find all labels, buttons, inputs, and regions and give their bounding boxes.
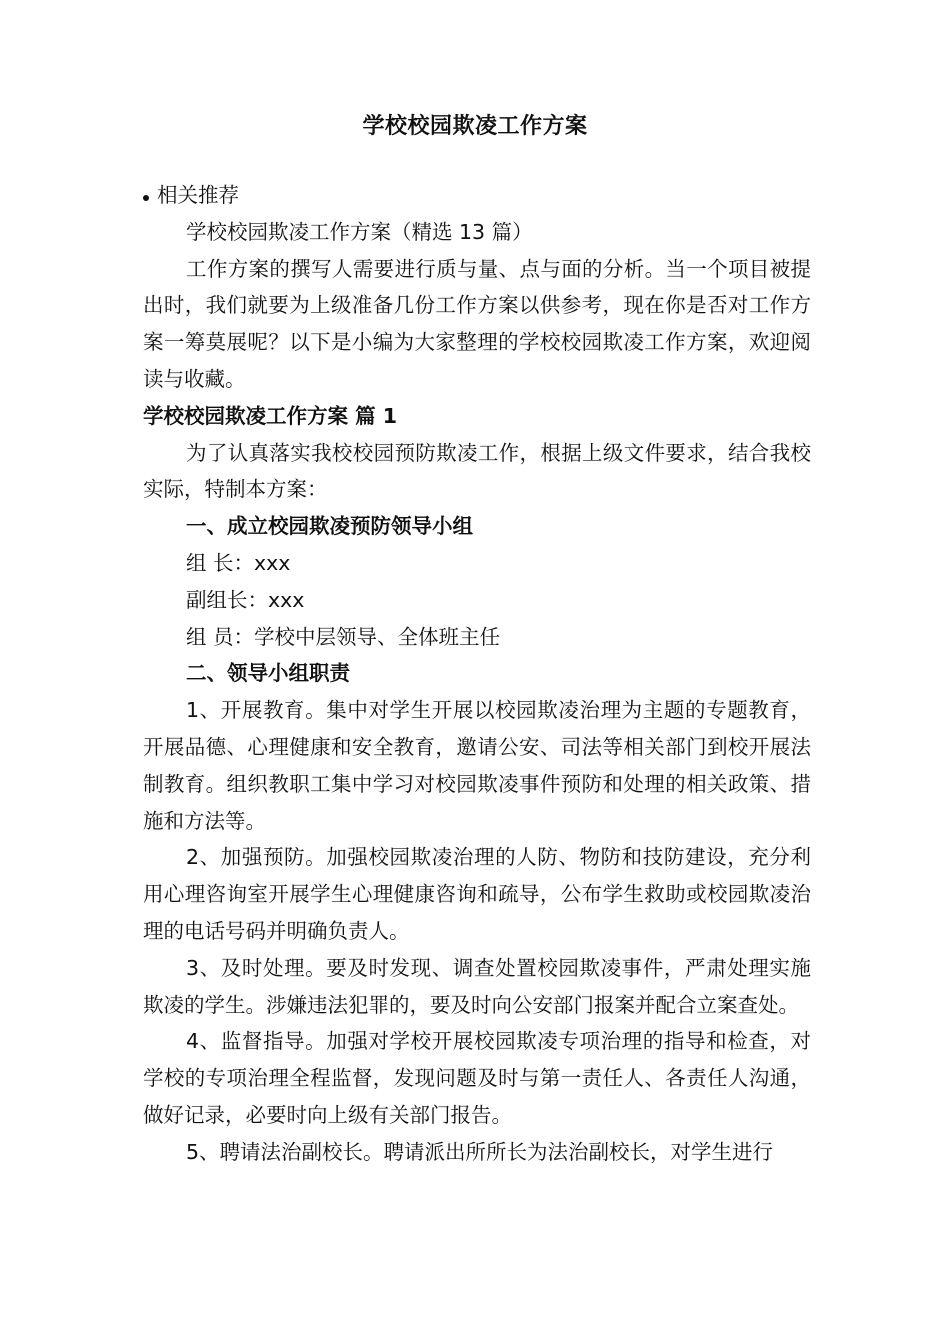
related-recommendations [143,177,811,214]
heading-leadership-group: 一、成立校园欺凌预防领导小组 [186,514,473,539]
responsibility-item: 5、聘请法治副校长。聘请派出所所长为法治副校长，对学生进行 [186,1139,774,1164]
deputy-leader-line: 副组长：xxx [186,587,305,612]
section-heading: 学校校园欺凌工作方案 篇 1 [143,403,398,428]
document-title: 学校校园欺凌工作方案 [362,114,588,139]
section-intro: 为了认真落实我校校园预防欺凌工作，根据上级文件要求，结合我校实际，特制本方案： [143,440,811,502]
heading-responsibilities: 二、领导小组职责 [186,661,350,686]
related-label: 相关推荐 [157,183,239,207]
responsibility-item: 1、开展教育。集中对学生开展以校园欺凌治理为主题的专题教育，开展品德、心理健康和安全教育，邀请公安、司法等相关部门到校开展法制教育。组织教职工集中学习对校园欺凌事件预防和处理的相关政策、措施和方法等。 [143,698,811,833]
responsibility-item: 3、及时处理。要及时发现、调查处置校园欺凌事件，严肃处理实施欺凌的学生。涉嫌违法犯罪的，要及时向公安部门报案并配合立案查处。 [143,955,811,1017]
leader-line: 组 长：xxx [186,550,291,575]
responsibility-item: 2、加强预防。加强校园欺凌治理的人防、物防和技防建设，充分利用心理咨询室开展学生心理健康咨询和疏导，公布学生救助或校园欺凌治理的电话号码并明确负责人。 [143,845,811,943]
responsibility-item: 4、监督指导。加强对学校开展校园欺凌专项治理的指导和检查，对学校的专项治理全程监督，发现问题及时与第一责任人、各责任人沟通，做好记录，必要时向上级有关部门报告。 [143,1029,811,1127]
members-line: 组 员：学校中层领导、全体班主任 [186,624,501,649]
intro-paragraph: 工作方案的撰写人需要进行质与量、点与面的分析。当一个项目被提出时，我们就要为上级准备几份工作方案以供参考，现在你是否对工作方案一筹莫展呢？以下是小编为大家整理的学校校园欺凌工作方案，欢迎阅读与收藏。 [143,256,811,391]
document-subtitle: 学校校园欺凌工作方案（精选 13 篇） [186,219,533,244]
bullet-icon [143,195,149,201]
document-body [143,177,811,1171]
